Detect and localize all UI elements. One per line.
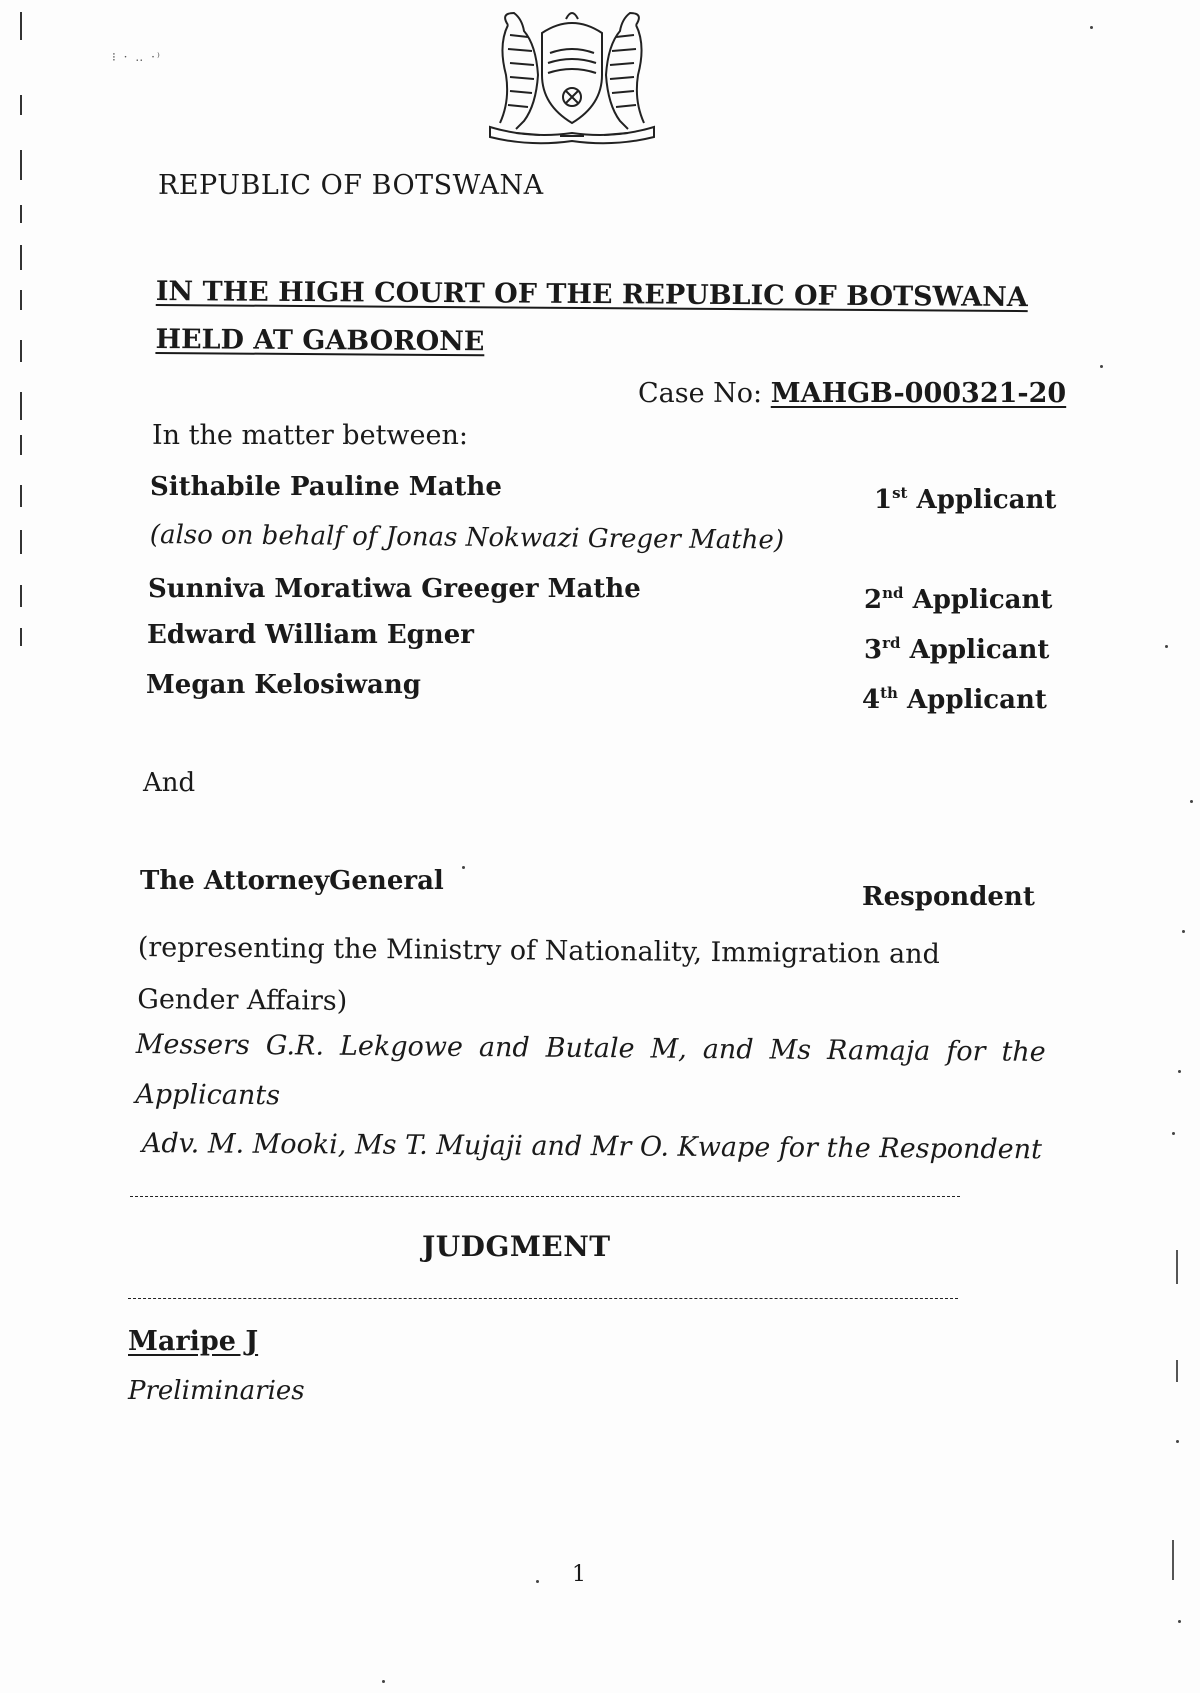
divider-line — [130, 1196, 960, 1197]
applicant-role-label: Applicant — [912, 585, 1053, 615]
respondent-role: Respondent — [862, 882, 1035, 912]
and-separator: And — [143, 768, 196, 798]
scan-speck — [1178, 1070, 1181, 1073]
case-number-line — [638, 378, 1066, 409]
ordinal-suffix: rd — [882, 634, 901, 652]
scan-margin-mark — [20, 205, 22, 223]
applicant-role — [874, 484, 1056, 515]
scan-margin-mark — [20, 585, 22, 607]
scan-margin-mark — [20, 290, 22, 310]
scan-speck — [536, 1580, 539, 1583]
matter-intro: In the matter between: — [152, 420, 468, 451]
scan-speck — [1165, 645, 1168, 648]
case-number-label: Case No: — [638, 378, 763, 409]
republic-heading: REPUBLIC OF BOTSWANA — [158, 170, 544, 201]
scan-speck — [1172, 1132, 1175, 1135]
applicant-name: Sithabile Pauline Mathe — [150, 472, 502, 502]
scan-margin-mark — [20, 12, 22, 40]
applicant-ordinal: 1 — [874, 485, 893, 515]
ordinal-suffix: nd — [882, 584, 904, 602]
ordinal-suffix: st — [892, 484, 908, 502]
judge-name: Maripe J — [128, 1326, 259, 1357]
scan-speck — [1182, 930, 1185, 933]
applicant-role — [864, 584, 1052, 615]
scan-margin-mark — [20, 392, 22, 420]
respondent-counsel: Adv. M. Mooki, Ms T. Mujaji and Mr O. Kwape for the Respondent — [141, 1128, 1043, 1166]
scan-margin-mark — [1176, 1250, 1178, 1284]
court-title: IN THE HIGH COURT OF THE REPUBLIC OF BOTSWANA HELD AT GABORONE — [155, 275, 1028, 358]
page-number: 1 — [572, 1562, 586, 1587]
applicant-name: Edward William Egner — [147, 620, 474, 650]
scan-margin-mark — [20, 530, 22, 554]
scan-speck — [1100, 365, 1103, 368]
applicant-role — [862, 684, 1047, 715]
scan-speck — [1176, 1440, 1179, 1443]
scan-speck — [1178, 1620, 1181, 1623]
applicant-name: Megan Kelosiwang — [146, 670, 421, 700]
behalf-note: (also on behalf of Jonas Nokwazi Greger Mathe) — [149, 520, 785, 556]
respondent-name: The AttorneyGeneral — [140, 866, 444, 896]
applicants-counsel: Messers G.R. Lekgowe and Butale M, and Ms Ramaja for the Applicants — [135, 1028, 1046, 1112]
scan-margin-mark — [20, 485, 22, 507]
ordinal-suffix: th — [880, 684, 898, 702]
scan-margin-mark — [20, 628, 22, 646]
applicant-ordinal: 4 — [862, 685, 881, 715]
scan-margin-mark — [20, 95, 22, 115]
scan-speck — [1090, 26, 1093, 29]
applicant-role — [864, 634, 1049, 665]
applicant-ordinal: 2 — [864, 585, 883, 615]
scan-margin-mark — [20, 435, 22, 455]
applicant-role-label: Applicant — [916, 485, 1057, 515]
scan-margin-mark — [20, 245, 22, 270]
judgment-heading: JUDGMENT — [422, 1230, 611, 1263]
divider-line — [128, 1298, 958, 1299]
scan-speck — [382, 1680, 385, 1683]
corner-scribble: ⁝ · ‥ ·⁾ — [112, 50, 162, 64]
applicant-ordinal: 3 — [864, 635, 883, 665]
case-number: MAHGB-000321-20 — [770, 378, 1067, 409]
coat-of-arms-icon — [470, 5, 675, 145]
scan-margin-mark — [1172, 1540, 1174, 1580]
scan-speck — [1190, 800, 1193, 803]
scan-margin-mark — [20, 340, 22, 362]
applicant-name: Sunniva Moratiwa Greeger Mathe — [148, 574, 641, 604]
section-heading: Preliminaries — [128, 1376, 305, 1406]
applicant-role-label: Applicant — [907, 685, 1047, 715]
scan-margin-mark — [20, 150, 22, 180]
scan-speck — [462, 866, 465, 869]
applicant-role-label: Applicant — [909, 635, 1050, 665]
respondent-representing: (representing the Ministry of Nationality, Immigration and Gender Affairs) — [137, 931, 941, 1017]
scan-margin-mark — [1176, 1360, 1178, 1382]
